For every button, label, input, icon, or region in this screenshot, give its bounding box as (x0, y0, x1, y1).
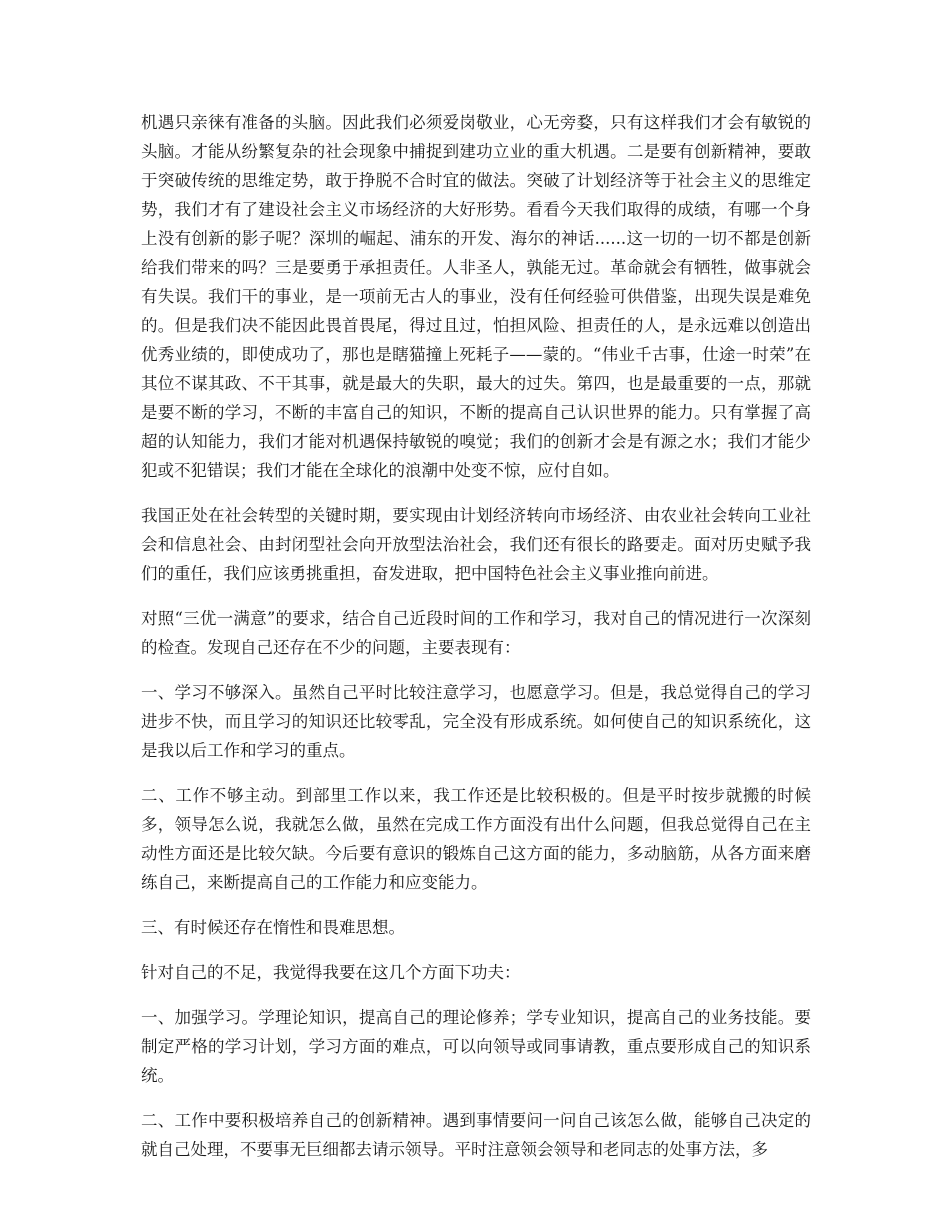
document-body (141, 108, 811, 1180)
paragraph-problem-initiative: 二、工作不够主动。到部里工作以来，我工作还是比较积极的。但是平时按步就搬的时候多，领导怎么说，我就怎么做，虽然在完成工作方面没有出什么问题，但我总觉得自己在主动性方面还是比较欠缺。今后要有意识的锻炼自己这方面的能力，多动脑筋，从各方面来磨练自己，来断提高自己的工作能力和应变能力。 (141, 786, 811, 892)
paragraph-opportunity-innovation: 机遇只亲徕有准备的头脑。因此我们必须爱岗敬业，心无旁婺，只有这样我们才会有敏锐的头脑。才能从纷繁复杂的社会现象中捕捉到建功立业的重大机遇。二是要有创新精神，要敢于突破传统的思维定势，敢于挣脱不合时宜的做法。突破了计划经济等于社会主义的思维定势，我们才有了建设社会主义市场经济的大好形势。看看今天我们取得的成绩，有哪一个身上没有创新的影子呢？深圳的崛起、浦东的开发、海尔的神话......这一切的一切不都是创新给我们带来的吗？三是要勇于承担责任。人非圣人，孰能无过。革命就会有牺牲，做事就会有失误。我们干的事业，是一项前无古人的事业，没有任何经验可供借鉴，出现失误是难免的。但是我们决不能因此畏首畏尾，得过且过，怕担风险、担责任的人，是永远难以创造出优秀业绩的，即使成功了，那也是瞎猫撞上死耗子——蒙的。“伟业千古事，仕途一时荣”在其位不谋其政、不干其事，就是最大的失职，最大的过失。第四，也是最重要的一点，那就是要不断的学习，不断的丰富自己的知识，不断的提高自己认识世界的能力。只有掌握了高超的认知能力，我们才能对机遇保持敏锐的嗅觉；我们的创新才会是有源之水；我们才能少犯或不犯错误；我们才能在全球化的浪潮中处变不惊，应付自如。 (141, 113, 811, 480)
paragraph-improvement-innovation: 二、工作中要积极培养自己的创新精神。遇到事情要问一问自己该怎么做，能够自己决定的就自己处理，不要事无巨细都去请示领导。平时注意领会领导和老同志的处事方法，多 (141, 1111, 811, 1159)
paragraph-problem-study: 一、学习不够深入。虽然自己平时比较注意学习，也愿意学习。但是，我总觉得自己的学习进步不快，而且学习的知识还比较零乱，完全没有形成系统。如何使自己的知识系统化，这是我以后工作和学习的重点。 (141, 683, 811, 760)
paragraph-problem-inertia: 三、有时候还存在惰性和畏难思想。 (141, 918, 405, 937)
paragraph-self-examination: 对照“三优一满意”的要求，结合自己近段时间的工作和学习，我对自己的情况进行一次深刻的检查。发现自己还存在不少的问题，主要表现有： (141, 609, 811, 657)
paragraph-improvement-intro: 针对自己的不足，我觉得我要在这几个方面下功夫： (141, 963, 521, 982)
paragraph-improvement-study: 一、加强学习。学理论知识，提高自己的理论修养；学专业知识，提高自己的业务技能。要制定严格的学习计划，学习方面的难点，可以向领导或同事请教，重点要形成自己的知识系统。 (141, 1008, 811, 1085)
paragraph-social-transition: 我国正处在社会转型的关键时期，要实现由计划经济转向市场经济、由农业社会转向工业社会和信息社会、由封闭型社会向开放型法治社会，我们还有很长的路要走。面对历史赋予我们的重任，我们应该勇挑重担，奋发进取，把中国特色社会主义事业推向前进。 (141, 506, 811, 583)
